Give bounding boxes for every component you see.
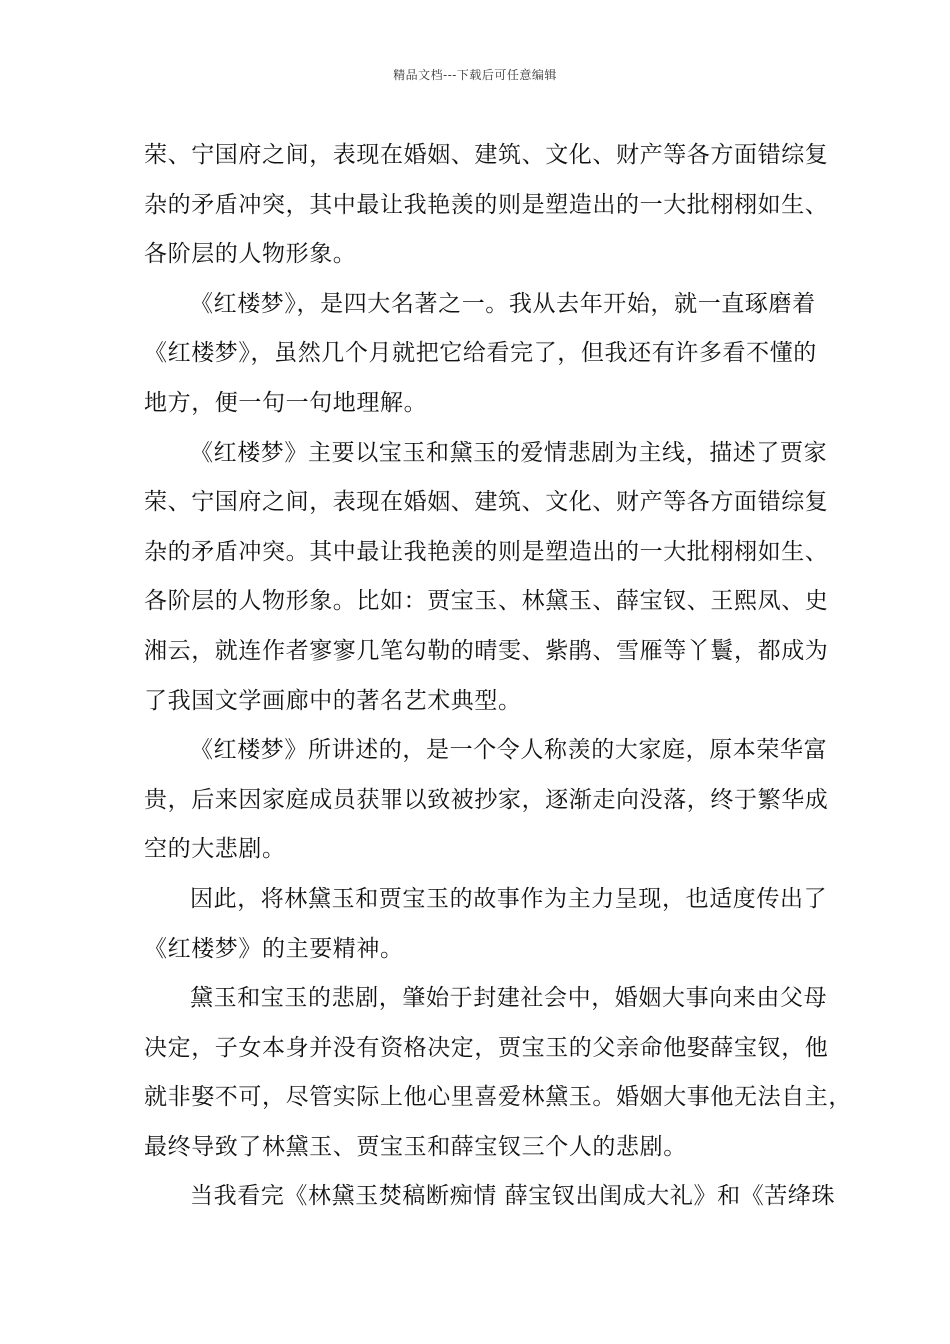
text-line: 最终导致了林黛玉、贾宝玉和薛宝钗三个人的悲剧。 <box>144 1133 687 1160</box>
text-line: 杂的矛盾冲突。其中最让我艳羡的则是塑造出的一大批栩栩如生、 <box>144 538 829 565</box>
text-line: 荣、宁国府之间，表现在婚姻、建筑、文化、财产等各方面错综复 <box>144 142 829 168</box>
text-line: 湘云，就连作者寥寥几笔勾勒的晴雯、紫鹃、雪雁等丫鬟，都成为 <box>144 637 829 664</box>
paragraph <box>144 875 828 974</box>
text-line: 荣、宁国府之间，表现在婚姻、建筑、文化、财产等各方面错综复 <box>144 489 829 516</box>
text-line: 《红楼梦》，虽然几个月就把它给看完了，但我还有许多看不懂的 <box>144 340 817 367</box>
text-line: 各阶层的人物形象。 <box>144 241 357 268</box>
text-line: 黛玉和宝玉的悲剧，肇始于封建社会中，婚姻大事向来由父母 <box>190 985 828 1012</box>
text-line: 各阶层的人物形象。比如：贾宝玉、林黛玉、薛宝钗、王熙凤、史 <box>144 588 829 615</box>
text-line: 贵，后来因家庭成员获罪以致被抄家，逐渐走向没落，终于繁华成 <box>144 786 829 813</box>
paragraph <box>144 280 824 429</box>
text-line: 空的大悲剧。 <box>144 836 286 863</box>
paragraph <box>144 726 829 875</box>
text-line: 当我看完《林黛玉焚稿断痴情 薛宝钗出闺成大礼》和《苦绛珠 <box>190 1183 836 1210</box>
body-text <box>144 131 852 1222</box>
paragraph <box>144 974 852 1172</box>
text-line: 地方，便一句一句地理解。 <box>144 389 428 416</box>
page-header: 精品文档---下载后可任意编辑 <box>393 68 557 82</box>
paragraph <box>144 429 829 727</box>
text-line: 杂的矛盾冲突，其中最让我艳羡的则是塑造出的一大批栩栩如生、 <box>144 191 829 218</box>
text-line: 了我国文学画廊中的著名艺术典型。 <box>144 687 522 714</box>
text-line: 因此，将林黛玉和贾宝玉的故事作为主力呈现，也适度传出了 <box>190 885 828 912</box>
text-line: 决定，子女本身并没有资格决定，贾宝玉的父亲命他娶薛宝钗，他 <box>144 1034 829 1061</box>
text-line: 《红楼梦》的主要精神。 <box>144 935 404 962</box>
paragraph <box>144 131 829 280</box>
paragraph <box>144 1172 836 1222</box>
text-line: 《红楼梦》，是四大名著之一。我从去年开始，就一直琢磨着 <box>190 290 816 317</box>
text-line: 就非娶不可，尽管实际上他心里喜爱林黛玉。婚姻大事他无法自主， <box>144 1084 852 1111</box>
text-line: 《红楼梦》所讲述的，是一个令人称羡的大家庭，原本荣华富 <box>190 737 828 764</box>
text-line: 《红楼梦》主要以宝玉和黛玉的爱情悲剧为主线，描述了贾家 <box>190 439 828 466</box>
